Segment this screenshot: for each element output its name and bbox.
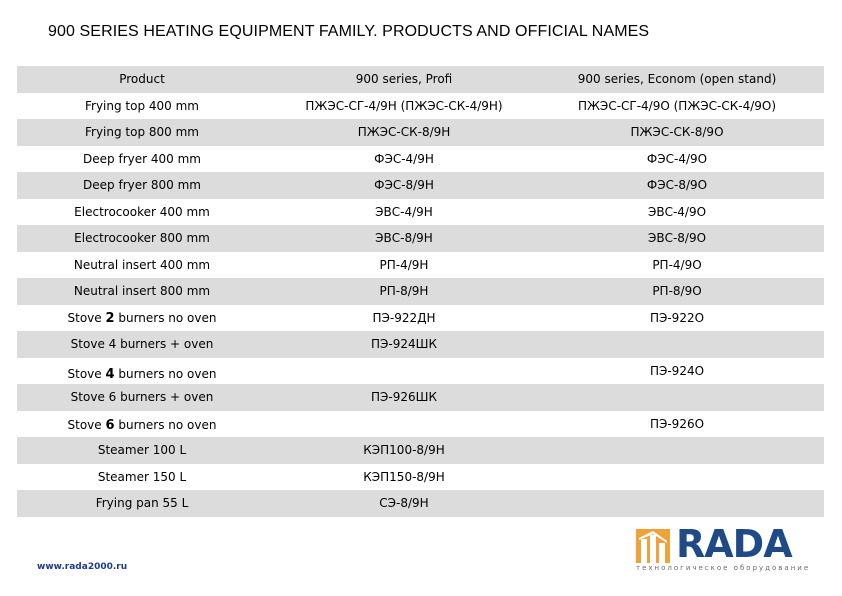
profi-name: ПЭ-926ШК <box>371 390 437 404</box>
rada-logo-mark-icon <box>636 529 670 563</box>
table-row <box>17 119 824 146</box>
econom-name: ПЖЭС-СК-8/9О <box>630 125 724 139</box>
profi-name: КЭП100-8/9Н <box>363 443 445 457</box>
product-name: Stove 6 burners no oven <box>67 417 217 433</box>
profi-name: ПЖЭС-СК-8/9Н <box>357 125 451 139</box>
table-row <box>17 384 824 411</box>
econom-name: ПЭ-924О <box>649 363 705 378</box>
econom-name: ПЭ-922О <box>649 310 705 325</box>
table-row <box>17 252 824 279</box>
profi-name: ПЖЭС-СГ-4/9Н (ПЖЭС-СК-4/9Н) <box>305 98 503 113</box>
product-name: Frying top 800 mm <box>84 125 199 139</box>
rada-logo <box>636 522 812 575</box>
econom-name: ПЖЭС-СГ-4/9О (ПЖЭС-СК-4/9О) <box>577 98 777 113</box>
econom-name: ПЭ-926О <box>649 416 705 431</box>
profi-name: РП-4/9Н <box>379 257 429 272</box>
header-profi: 900 series, Profi <box>355 72 453 86</box>
table-row <box>17 199 824 226</box>
table-row <box>17 411 824 438</box>
product-name: Steamer 150 L <box>97 469 187 484</box>
logo-wordmark: RADA <box>676 522 792 566</box>
product-name: Stove 4 burners + oven <box>70 337 214 351</box>
product-name: Electrocooker 800 mm <box>74 231 210 245</box>
econom-name: ЭВС-4/9О <box>647 204 707 219</box>
product-name: Frying top 400 mm <box>84 98 199 113</box>
header-econom: 900 series, Econom (open stand) <box>577 72 777 86</box>
product-name: Deep fryer 400 mm <box>83 151 201 166</box>
table-row <box>17 305 824 332</box>
profi-name: ЭВС-4/9Н <box>375 204 433 219</box>
profi-name: ФЭС-8/9Н <box>374 178 434 192</box>
table-row <box>17 331 824 358</box>
table-row <box>17 146 824 173</box>
profi-name: СЭ-8/9Н <box>379 496 429 510</box>
econom-name: РП-4/9О <box>652 257 702 272</box>
product-name: Stove 6 burners + oven <box>70 390 214 404</box>
profi-name: РП-8/9Н <box>379 284 429 298</box>
table-row <box>17 437 824 464</box>
page-title: 900 SERIES HEATING EQUIPMENT FAMILY. PRODUCTS AND OFFICIAL NAMES <box>48 23 650 40</box>
product-name: Stove 2 burners no oven <box>67 310 217 326</box>
table-header-row <box>17 66 824 93</box>
econom-name: РП-8/9О <box>652 284 702 298</box>
table-row <box>17 358 824 385</box>
profi-name: ЭВС-8/9Н <box>375 231 433 245</box>
table-row <box>17 172 824 199</box>
profi-name: КЭП150-8/9Н <box>363 469 445 484</box>
header-product: Product <box>119 72 165 86</box>
product-name: Stove 4 burners no oven <box>67 366 217 382</box>
product-name: Neutral insert 800 mm <box>73 284 211 298</box>
product-name: Frying pan 55 L <box>95 496 189 510</box>
profi-name: ПЭ-922ДН <box>372 310 436 325</box>
econom-name: ФЭС-4/9О <box>646 151 708 166</box>
table-row <box>17 93 824 120</box>
product-name: Electrocooker 400 mm <box>74 204 210 219</box>
table-row <box>17 278 824 305</box>
table-row <box>17 490 824 517</box>
products-table <box>17 66 824 517</box>
table-row <box>17 464 824 491</box>
econom-name: ЭВС-8/9О <box>647 231 707 245</box>
footer-url[interactable]: www.rada2000.ru <box>37 562 128 572</box>
profi-name: ФЭС-4/9Н <box>374 151 434 166</box>
econom-name: ФЭС-8/9О <box>646 178 708 192</box>
profi-name: ПЭ-924ШК <box>371 337 437 351</box>
product-name: Neutral insert 400 mm <box>73 257 211 272</box>
logo-subtitle: технологическое оборудование <box>636 564 811 572</box>
table-row <box>17 225 824 252</box>
product-name: Steamer 100 L <box>97 443 187 457</box>
product-name: Deep fryer 800 mm <box>83 178 201 192</box>
